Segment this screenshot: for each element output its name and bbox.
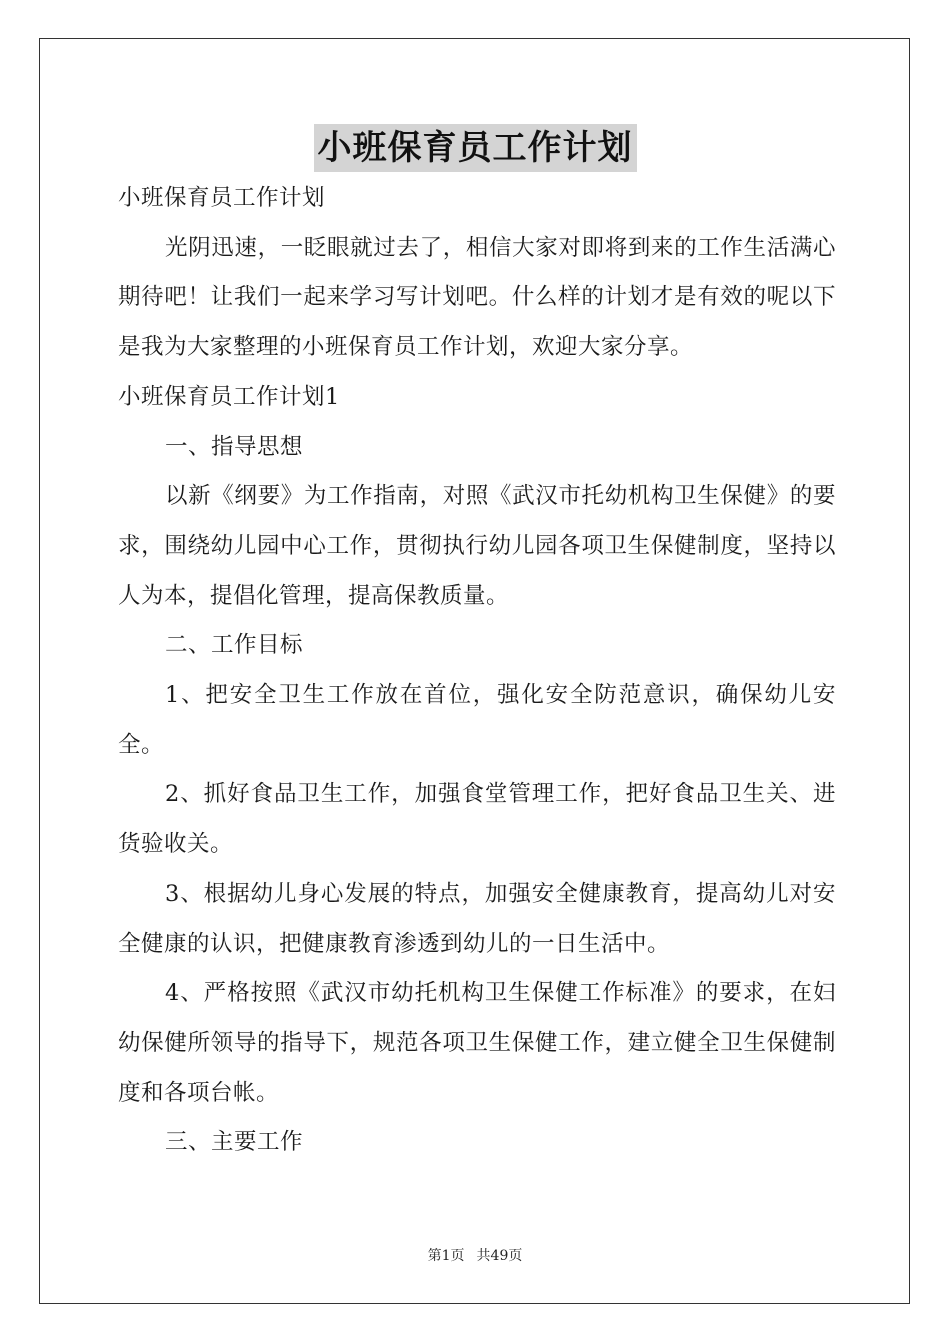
document-title: 小班保育员工作计划 <box>314 124 637 172</box>
list-item: 1、把安全卫生工作放在首位，强化安全防范意识，确保幼儿安全。 <box>118 682 836 758</box>
list-item: 4、严格按照《武汉市幼托机构卫生保健工作标准》的要求，在妇幼保健所领导的指导下，规范各项卫生保健工作，建立健全卫生保健制度和各项台帐。 <box>118 980 836 1106</box>
paragraph: 小班保育员工作计划 <box>118 185 326 211</box>
paragraph: 小班保育员工作计划1 <box>118 383 340 410</box>
page-footer <box>0 1246 950 1266</box>
document-body <box>118 174 836 1168</box>
page-total: 共49页 <box>476 1248 523 1264</box>
list-item: 3、根据幼儿身心发展的特点，加强安全健康教育，提高幼儿对安全健康的认识，把健康教育渗透到幼儿的一日生活中。 <box>118 880 836 957</box>
paragraph: 光阴迅速，一眨眼就过去了，相信大家对即将到来的工作生活满心期待吧！让我们一起来学习写计划吧。什么样的计划才是有效的呢以下是我为大家整理的小班保育员工作计划，欢迎大家分享。 <box>118 234 836 361</box>
page-number: 第1页 <box>427 1248 465 1264</box>
section-heading: 二、工作目标 <box>165 632 304 659</box>
section-heading: 三、主要工作 <box>165 1129 304 1156</box>
section-heading: 一、指导思想 <box>165 433 304 460</box>
paragraph: 以新《纲要》为工作指南，对照《武汉市托幼机构卫生保健》的要求，围绕幼儿园中心工作，贯彻执行幼儿园各项卫生保健制度，坚持以人为本，提倡化管理，提高保教质量。 <box>118 483 836 609</box>
title-area <box>0 124 950 172</box>
list-item: 2、抓好食品卫生工作，加强食堂管理工作，把好食品卫生关、进货验收关。 <box>118 781 836 858</box>
